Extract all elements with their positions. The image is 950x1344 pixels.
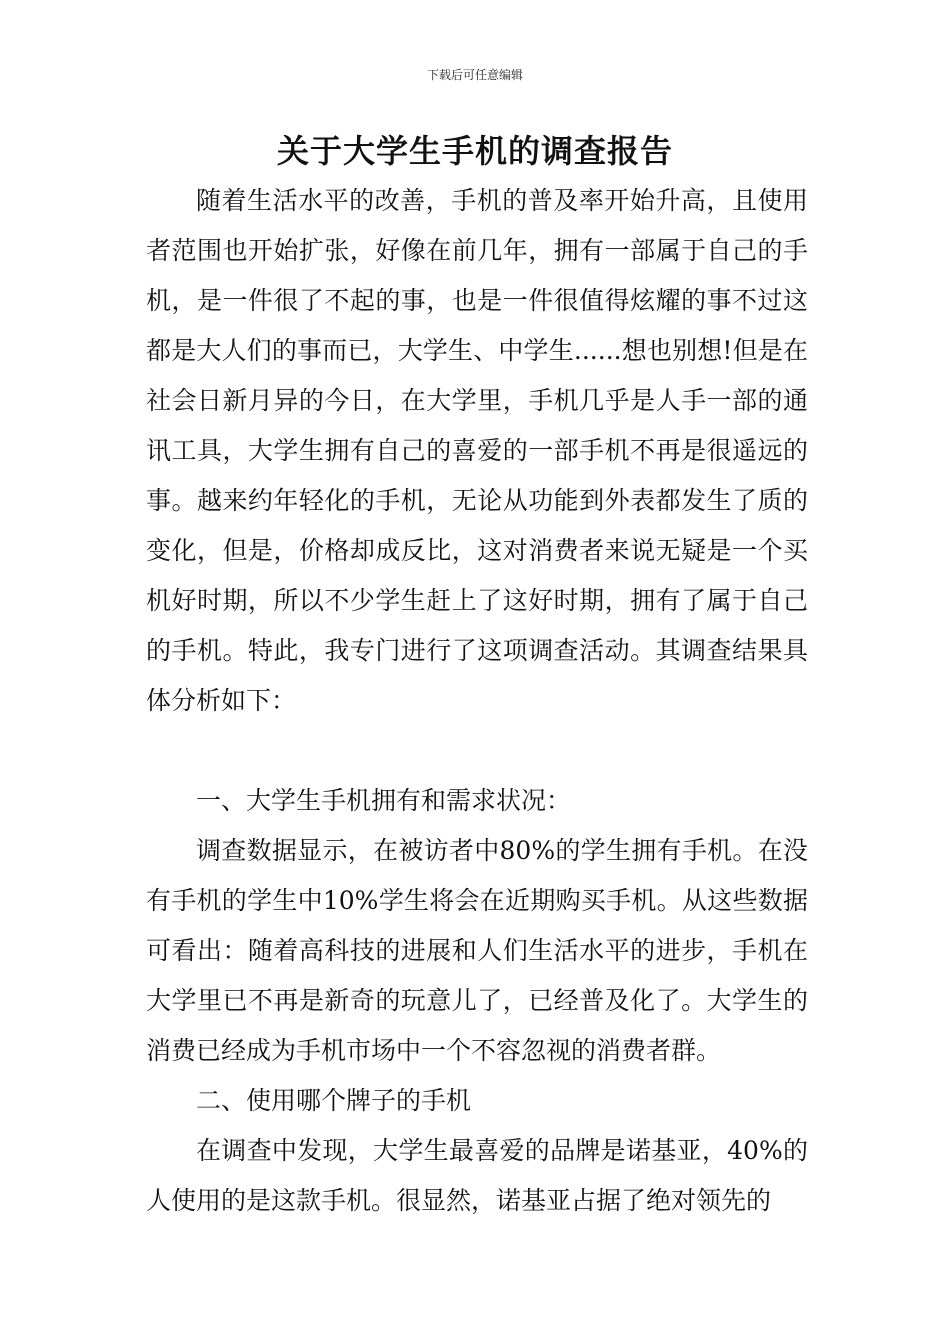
intro-paragraph: 随着生活水平的改善，手机的普及率开始升高，且使用者范围也开始扩张，好像在前几年，拥有一部属于自己的手机，是一件很了不起的事，也是一件很值得炫耀的事不过这都是大人们的事而已，大学生、中学生......想也别想!但是在社会日新月异的今日，在大学里，手机几乎是人手一部的通讯工具，大学生拥有自己的喜爱的一部手机不再是很遥远的事。越来约年轻化的手机，无论从功能到外表都发生了质的变化，但是，价格却成反比，这对消费者来说无疑是一个买机好时期，所以不少学生赶上了这好时期，拥有了属于自己的手机。特此，我专门进行了这项调查活动。其调查结果具体分析如下： — [146, 186, 808, 715]
section2-paragraph: 在调查中发现，大学生最喜爱的品牌是诺基亚，40%的人使用的是这款手机。很显然，诺基亚占据了绝对领先的 — [146, 1136, 808, 1215]
header-note: 下载后可任意编辑 — [426, 68, 523, 82]
section1-heading: 一、大学生手机拥有和需求状况： — [196, 786, 572, 815]
intro-block — [146, 176, 808, 726]
section1-paragraph: 调查数据显示，在被访者中80%的学生拥有手机。在没有手机的学生中10%学生将会在近期购买手机。从这些数据可看出：随着高科技的进展和人们生活水平的进步，手机在大学里已不再是新奇的玩意儿了，已经普及化了。大学生的消费已经成为手机市场中一个不容忽视的消费者群。 — [146, 836, 808, 1065]
section2-heading: 二、使用哪个牌子的手机 — [196, 1086, 472, 1115]
document-title: 关于大学生手机的调查报告 — [276, 132, 673, 170]
sections-block — [146, 776, 808, 1226]
